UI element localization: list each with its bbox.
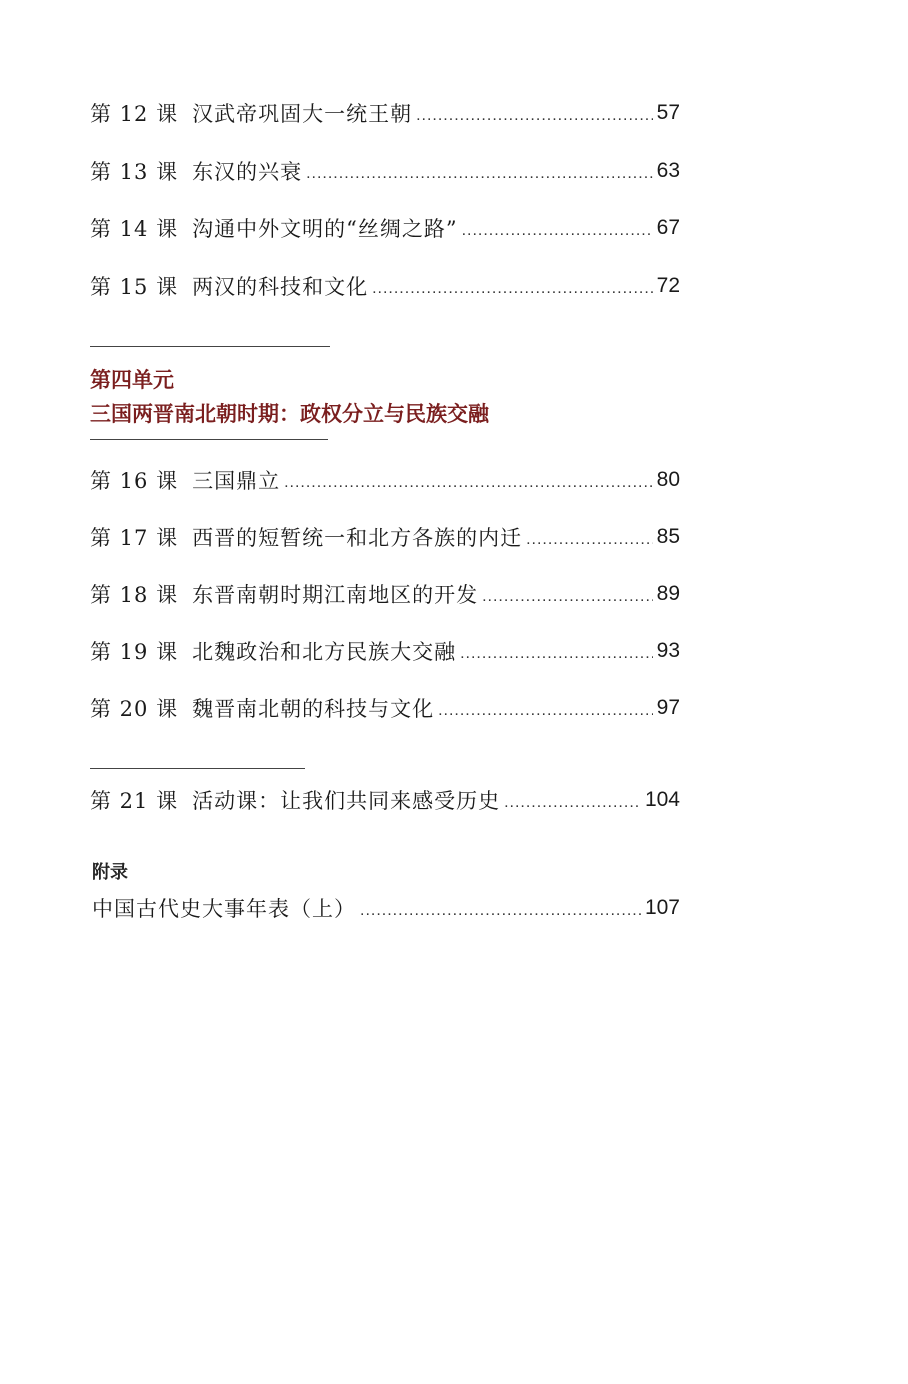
unit-title: 三国两晋南北朝时期：政权分立与民族交融 [90,401,489,426]
toc-entry-lesson-17[interactable] [90,520,680,554]
dot-leader [482,589,653,611]
page-number: 72 [656,274,680,297]
lesson-title: 沟通中外文明的“丝绸之路” [192,217,458,241]
lesson-title: 东汉的兴衰 [192,160,303,184]
unit-top-rule [90,346,330,347]
page-number: 67 [656,216,680,239]
lesson-number: 第 18 课 [90,583,179,607]
dot-leader [504,795,641,817]
toc-entry-lesson-13[interactable] [90,154,680,188]
appendix-label: 附录 [92,862,128,883]
lesson-title: 汉武帝巩固大一统王朝 [192,102,413,126]
page-number: 93 [656,639,680,662]
toc-entry-lesson-16[interactable] [90,463,680,497]
unit-bottom-rule [90,439,328,440]
lesson-title: 东晋南朝时期江南地区的开发 [192,583,479,607]
lesson-number: 第 14 课 [90,217,179,241]
lesson-title: 活动课：让我们共同来感受历史 [192,789,501,813]
page-number: 97 [656,696,680,719]
page-number: 89 [656,582,680,605]
lesson-title: 两汉的科技和文化 [192,275,369,299]
page-number: 85 [656,525,680,548]
lesson-number: 第 19 课 [90,640,179,664]
page-number: 107 [644,896,680,919]
activity-rule [90,768,305,769]
page-number: 80 [656,468,680,491]
dot-leader [360,903,641,925]
toc-entry-lesson-14[interactable] [90,211,680,245]
toc-entry-appendix[interactable] [92,891,680,925]
lesson-number: 第 16 课 [90,469,179,493]
toc-entry-lesson-15[interactable] [90,269,680,303]
toc-entry-lesson-19[interactable] [90,634,680,668]
toc-entry-lesson-18[interactable] [90,577,680,611]
toc-entry-lesson-21[interactable] [90,783,680,817]
lesson-number: 第 13 课 [90,160,179,184]
lesson-number: 第 15 课 [90,275,179,299]
dot-leader [416,108,653,130]
lesson-number: 第 17 课 [90,526,179,550]
lesson-title: 北魏政治和北方民族大交融 [192,640,457,664]
lesson-number: 第 21 课 [90,789,179,813]
appendix-title: 中国古代史大事年表（上） [92,897,356,921]
lesson-number: 第 12 课 [90,102,179,126]
dot-leader [284,475,653,497]
lesson-number: 第 20 课 [90,697,179,721]
lesson-title: 西晋的短暂统一和北方各族的内迁 [192,526,523,550]
dot-leader [306,166,653,188]
dot-leader [460,646,653,668]
lesson-title: 魏晋南北朝的科技与文化 [192,697,435,721]
dot-leader [372,281,653,303]
lesson-title: 三国鼎立 [192,469,281,493]
unit-label: 第四单元 [90,367,174,392]
dot-leader [462,223,653,245]
page-number: 57 [656,101,680,124]
dot-leader [438,703,653,725]
toc-entry-lesson-20[interactable] [90,691,680,725]
toc-entry-lesson-12[interactable] [90,96,680,130]
page-number: 63 [656,159,680,182]
dot-leader [526,532,653,554]
page-number: 104 [644,788,680,811]
